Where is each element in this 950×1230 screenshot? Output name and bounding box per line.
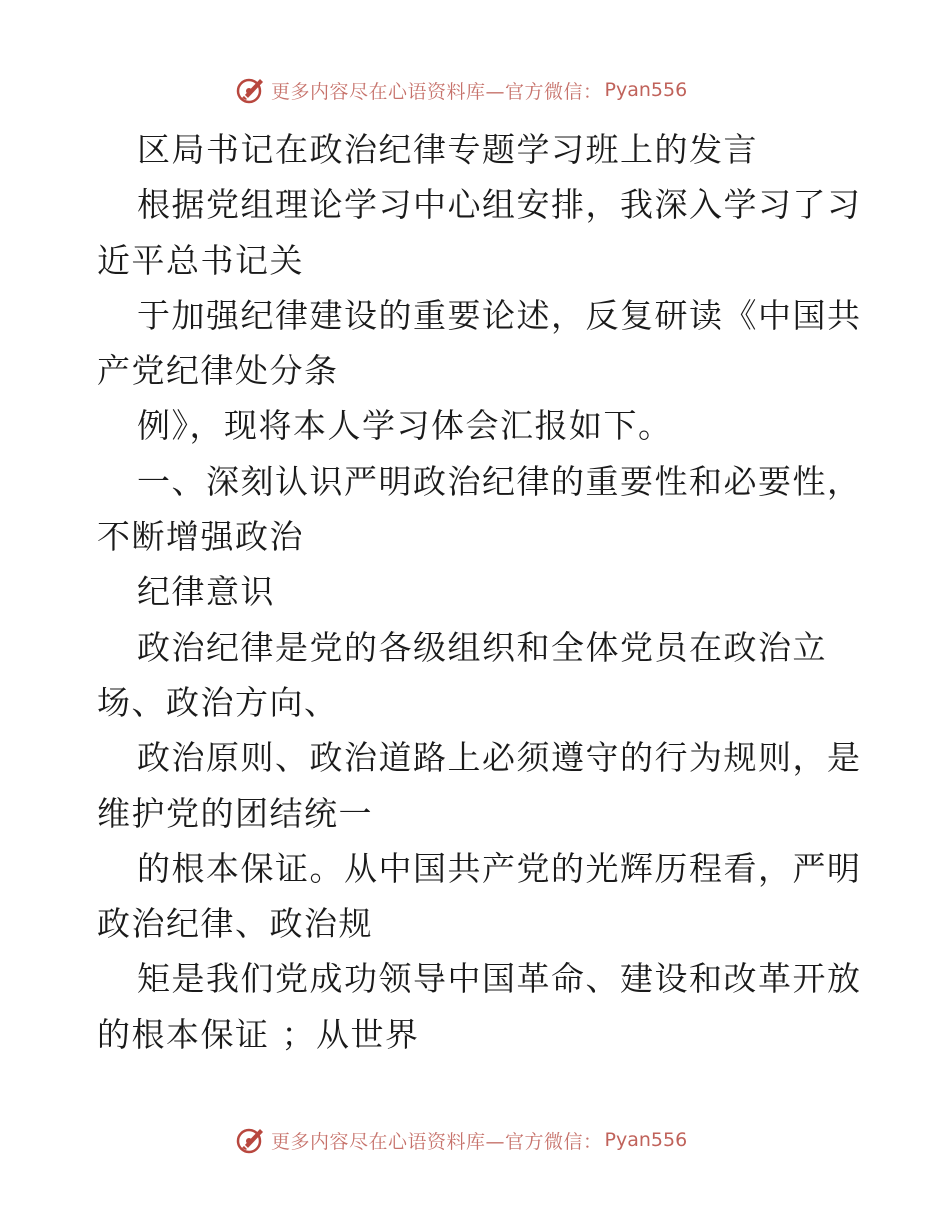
header-watermark xyxy=(235,73,687,107)
quill-logo-icon xyxy=(235,74,267,106)
paragraph-line: 根据党组理论学习中心组安排，我深入学习了习 xyxy=(137,185,862,225)
paragraph-line: 矩是我们党成功领导中国革命、建设和改革开放 xyxy=(137,959,862,999)
watermark-wechat-id: Pyan556 xyxy=(604,1129,688,1151)
paragraph-line: 政治原则、政治道路上必须遵守的行为规则，是 xyxy=(137,738,862,778)
paragraph-line: 场、政治方向、 xyxy=(97,682,339,722)
watermark-wechat-id: Pyan556 xyxy=(604,79,688,101)
paragraph-line: 的根本保证。从中国共产党的光辉历程看，严明 xyxy=(137,848,862,888)
paragraph-line: 政治纪律是党的各级组织和全体党员在政治立 xyxy=(137,627,827,667)
paragraph-line: 政治纪律、政治规 xyxy=(97,904,373,944)
paragraph-line: 一、深刻认识严明政治纪律的重要性和必要性， xyxy=(137,461,862,501)
paragraph-line: 于加强纪律建设的重要论述，反复研读《中国共 xyxy=(137,295,862,335)
paragraph-line: 近平总书记关 xyxy=(97,240,304,280)
watermark-text: 更多内容尽在心语资料库—官方微信： xyxy=(271,80,603,103)
watermark-text: 更多内容尽在心语资料库—官方微信： xyxy=(271,1130,603,1153)
paragraph-line: 的根本保证 ；从世界 xyxy=(97,1014,420,1054)
paragraph-line: 维护党的团结统一 xyxy=(97,793,373,833)
paragraph-line: 例》，现将本人学习体会汇报如下。 xyxy=(137,406,673,446)
paragraph-line: 纪律意识 xyxy=(137,572,275,612)
footer-watermark xyxy=(235,1123,687,1157)
quill-logo-icon xyxy=(235,1124,267,1156)
paragraph-line: 不断增强政治 xyxy=(97,517,304,557)
document-body xyxy=(97,122,862,1062)
document-title: 区局书记在政治纪律专题学习班上的发言 xyxy=(137,130,758,169)
paragraph-line: 产党纪律处分条 xyxy=(97,351,339,391)
